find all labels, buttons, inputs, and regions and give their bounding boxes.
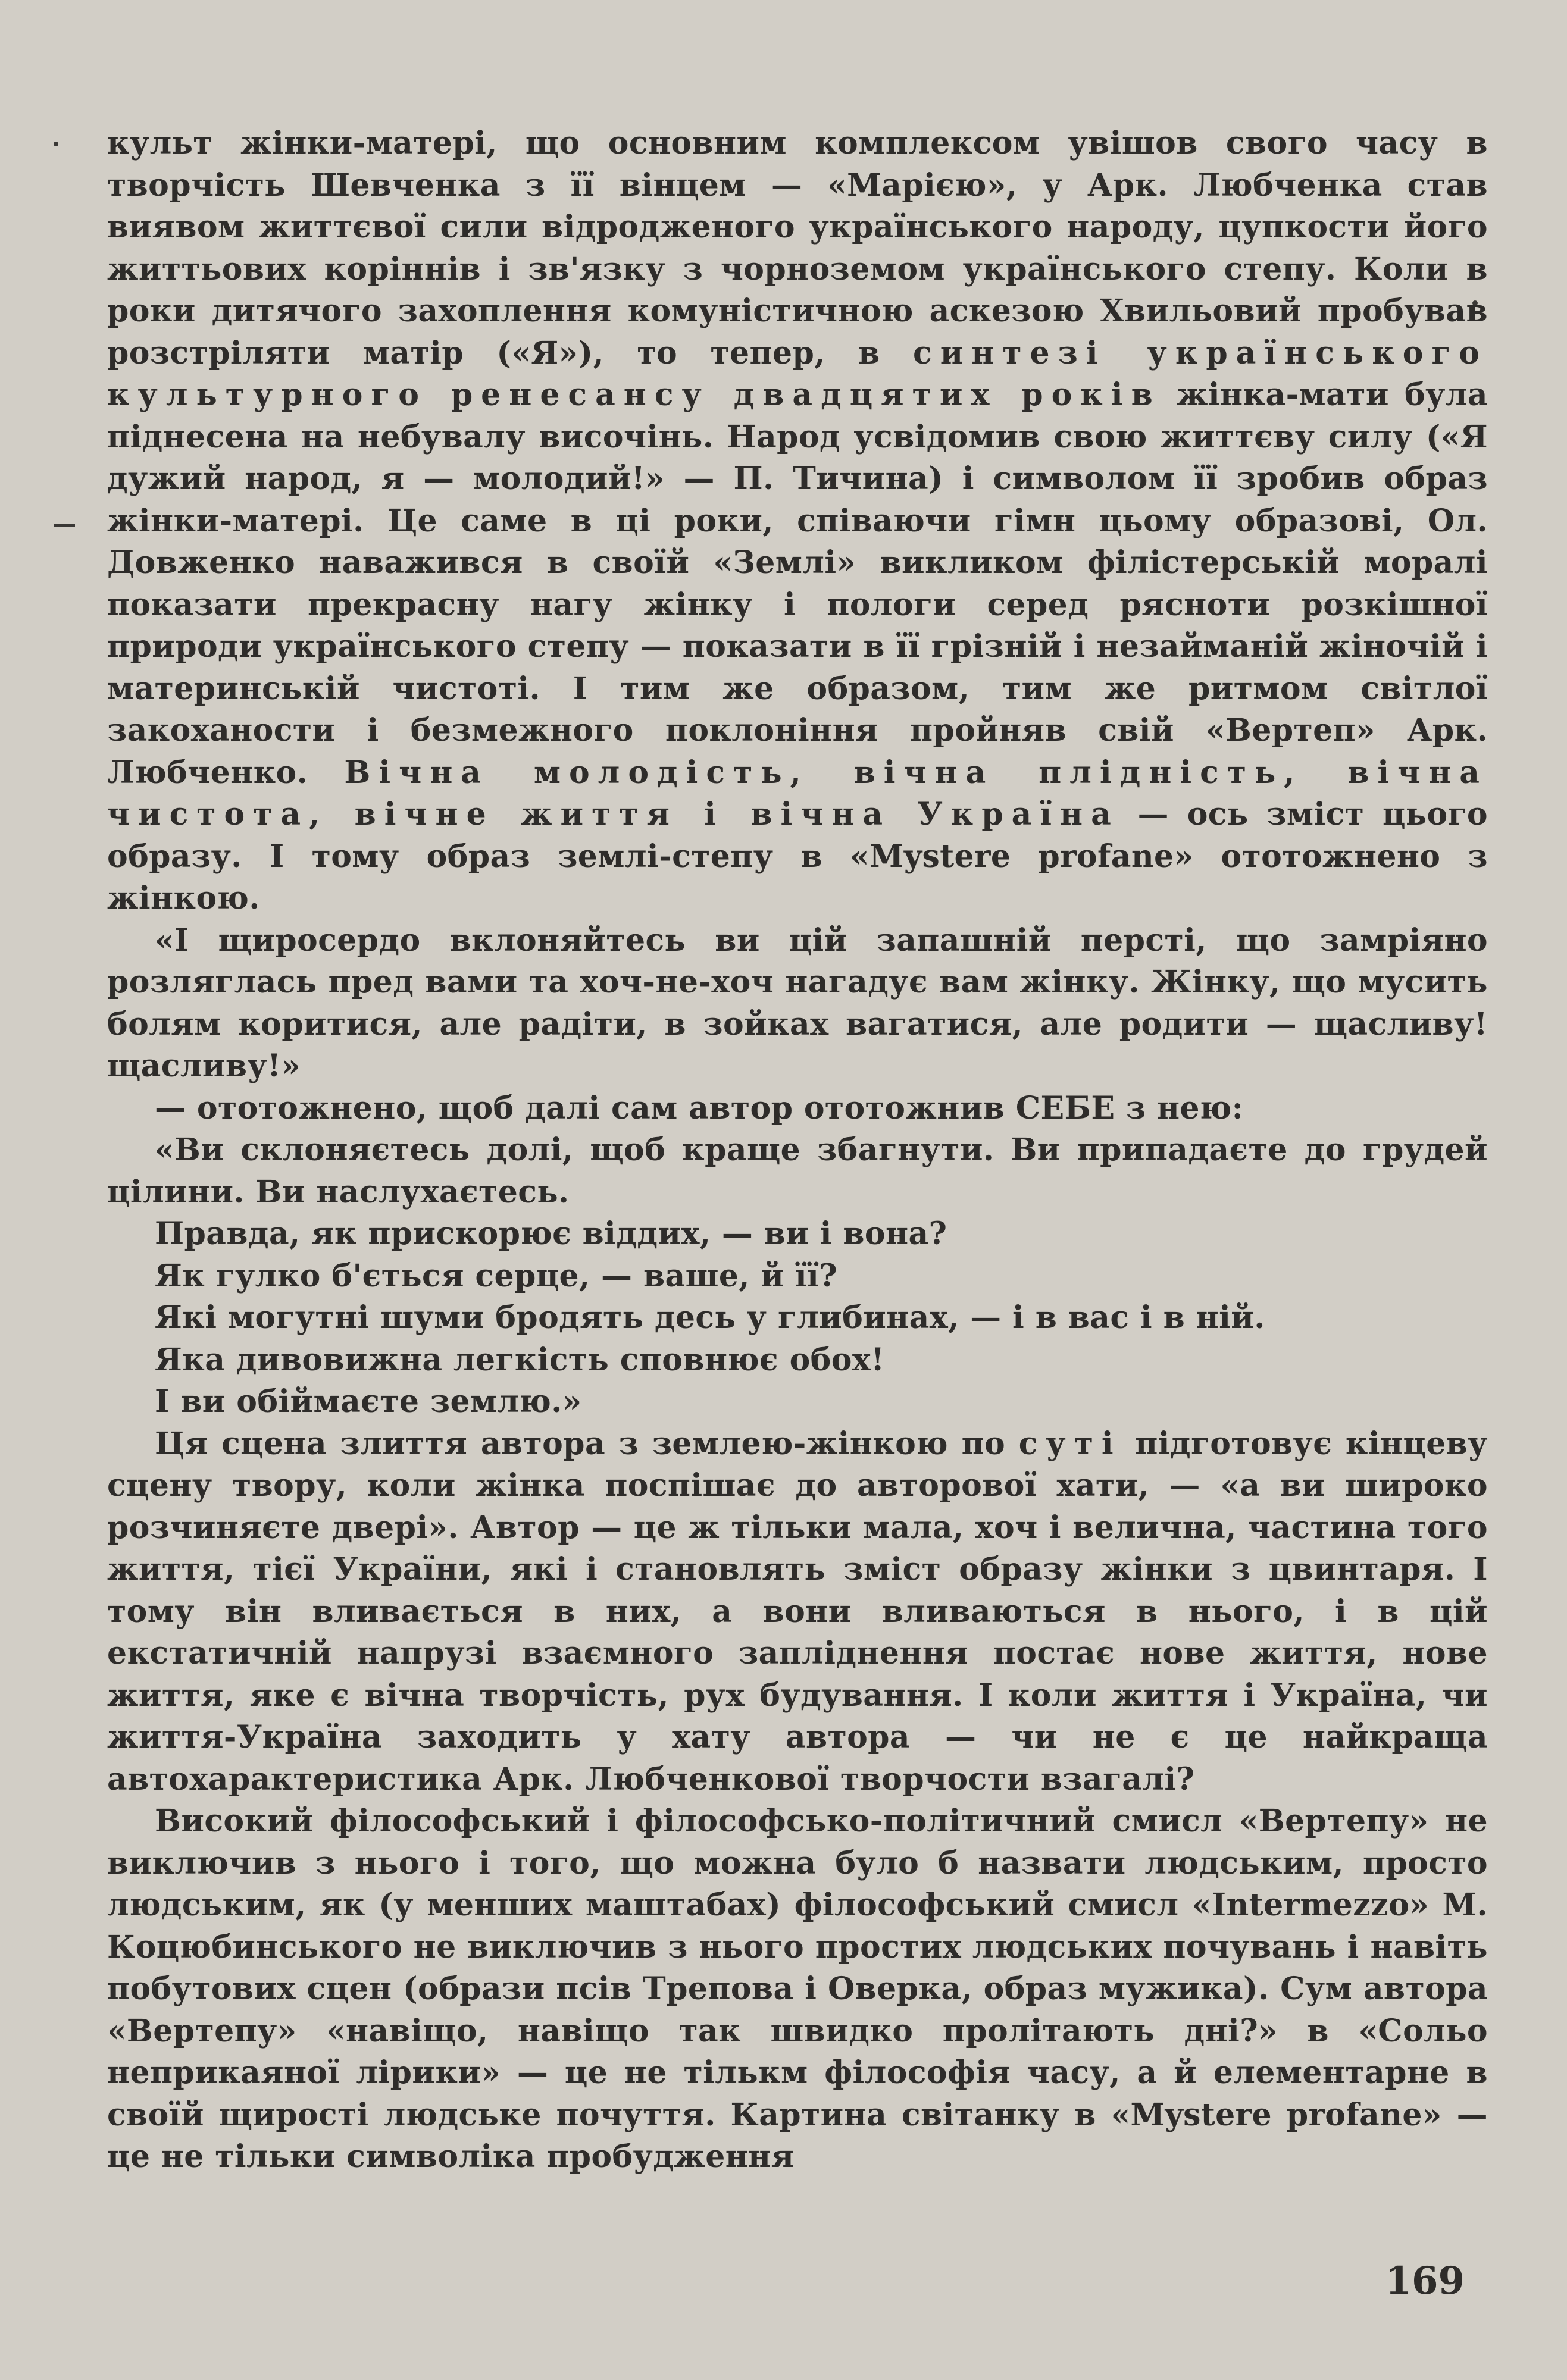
- spaced-emphasis: суті: [1018, 1425, 1122, 1462]
- text-span: культ жінки-матері, що основним комплексом увішов свого часу в творчість Шевченка з її вінцем — «Марією», у Арк. Любченка став виявом життєвої сили відродженого українського народу, цупкости його життьових коріннів і зв'язку з чорноземом українського степу. Коли в роки дитячого захоплення комуністичною аскезою Хвильовий пробував розстріляти матір («Я»), то тепер, в: [107, 125, 1488, 371]
- quote-paragraph: «І щиросердо вклоняйтесь ви цій запашній персті, що замріяно розляглась пред вами та хоч-не-хоч нагадує вам жінку. Жінку, що мусить болям коритися, але радіти, в зойках вагатися, але родити — щасливу! щасливу!»: [107, 922, 1488, 1084]
- spaced-emphasis: синтезі українського культурного ренесансу двадцятих років: [107, 334, 1488, 413]
- verse-line: Яка дивовижна легкість сповнює обох!: [155, 1341, 885, 1378]
- text-span: — ось зміст цього образу. І тому образ землі-степу в «Mystere profane» ототожнено з жінкою.: [107, 796, 1488, 916]
- verse-line: І ви обіймаєте землю.»: [155, 1383, 582, 1420]
- verse-line: Як гулко б'ється серце, — ваше, й її?: [155, 1257, 837, 1294]
- spaced-emphasis: Вічна молодість, вічна плідність, вічна чистота, вічне життя і вічна Україна: [107, 754, 1488, 832]
- margin-mark: [54, 524, 75, 527]
- paragraph: [107, 123, 1488, 920]
- paragraph: [107, 1423, 1488, 1801]
- body-text: [107, 123, 1488, 2178]
- paragraph: — ототожнено, щоб далі сам автор ототожнив СЕБЕ з нею:: [155, 1089, 1244, 1126]
- text-span: підготовує кінцеву сцену твору, коли жінка поспішає до авторової хати, — «а ви широко розчиняєте двері». Автор — це ж тільки мала, хоч і велична, частина того життя, тієї України, які і становлять зміст образу жінки з цвинтаря. І тому він вливається в них, а вони вливаються в нього, і в цій екстатичній напрузі взаємного запліднення постає нове життя, нове життя, яке є вічна творчість, рух будування. І коли життя і Україна, чи життя-Україна заходить у хату автора — чи не є це найкраща автохарактеристика Арк. Любченкової творчости взагалі?: [107, 1425, 1488, 1797]
- text-span: жінка-мати була піднесена на небувалу височінь. Народ усвідомив свою життєву силу («Я дужий народ, я — молодий!» — П. Тичина) і символом її зробив образ жінки-матері. Це саме в ці роки, співаючи гімн цьому образові, Ол. Довженко наважився в своїй «Землі» викликом філістерській моралі показати прекрасну нагу жінку і пологи серед рясноти розкішної природи українського степу — показати в її грізній і незайманій жіночій і материнській чистоті. І тим же образом, тим же ритмом світлої закоханости і безмежного поклоніння пройняв свій «Вертеп» Арк. Любченко.: [107, 377, 1488, 791]
- margin-mark: [54, 142, 58, 146]
- verse-line: Які могутні шуми бродять десь у глибинах, — і в вас і в ній.: [155, 1299, 1265, 1336]
- verse-line: Правда, як прискорює віддих, — ви і вона?: [155, 1216, 947, 1252]
- quote-paragraph: «Ви склоняєтесь долі, щоб краще збагнути. Ви припадаєте до грудей цілини. Ви наслухаєтесь.: [107, 1132, 1488, 1210]
- page-number: 169: [1385, 2259, 1465, 2303]
- text-span: Ця сцена злиття автора з землею-жінкою по: [155, 1425, 1006, 1462]
- paragraph: Високий філософський і філософсько-політичний смисл «Вертепу» не виключив з нього і того, що можна було б назвати людським, просто людським, як (у менших маштабах) філософський смисл «Intermezzo» М. Коцюбинського не виключив з нього простих людських почувань і навіть побутових сцен (образи псів Трепова і Оверка, образ мужика). Сум автора «Вертепу» «навіщо, навіщо так швидко пролітають дні?» в «Сольо неприкаяної лірики» — це не тількм філософія часу, а й елементарне в своїй щирості людське почуття. Картина світанку в «Mystere profane» — це не тільки символіка пробудження: [107, 1803, 1488, 2175]
